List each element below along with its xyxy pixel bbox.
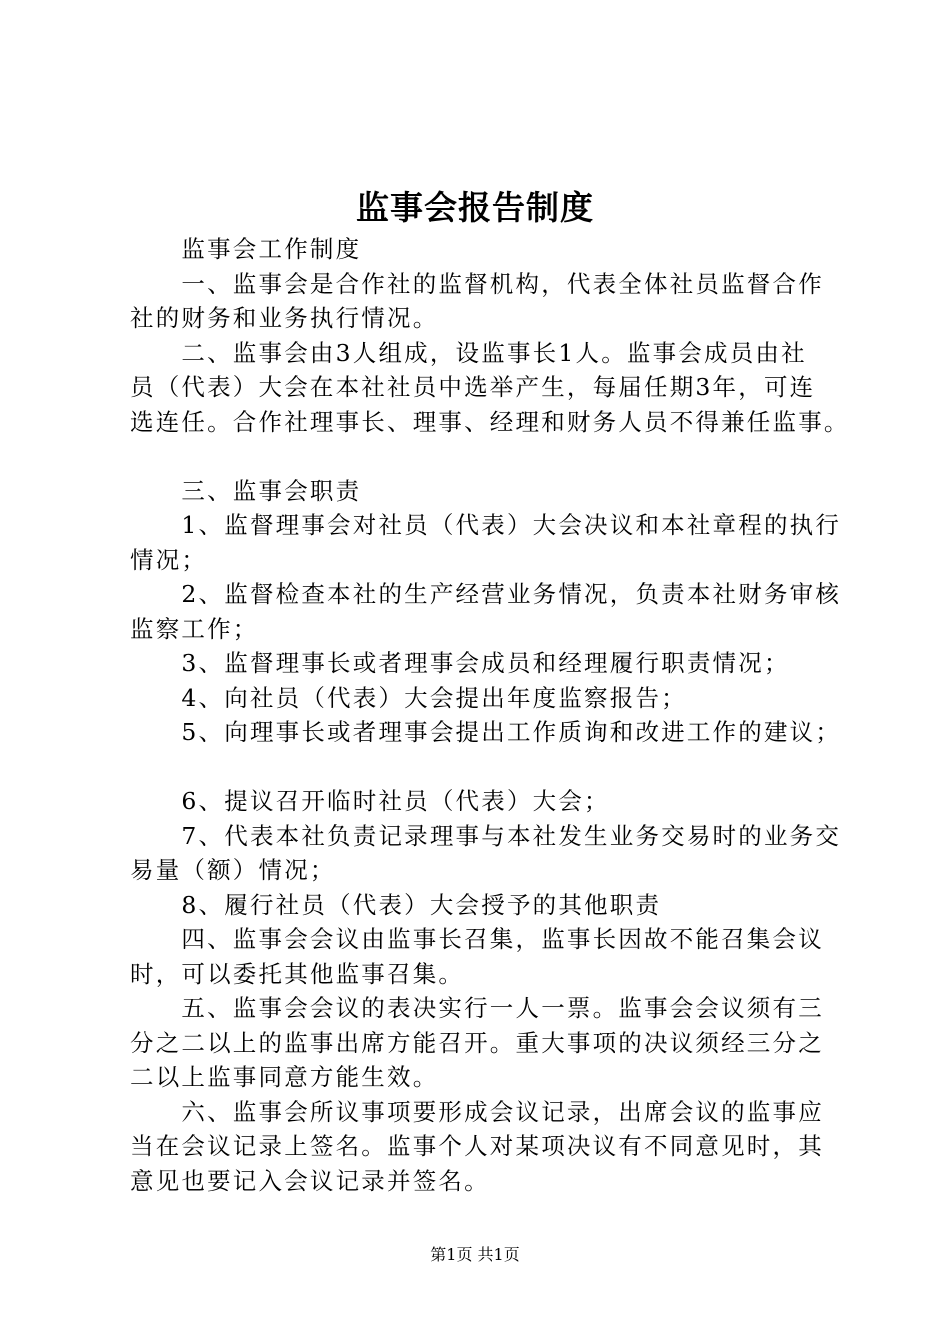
paragraph-line: 员（代表）大会在本社社员中选举产生，每届任期3年，可连 <box>130 373 816 401</box>
blank-line <box>130 439 834 474</box>
paragraph-line: 1、监督理事会对社员（代表）大会决议和本社章程的执行 <box>130 511 842 539</box>
paragraph-line: 二以上监事同意方能生效。 <box>130 1063 439 1091</box>
paragraph-line: 当在会议记录上签名。监事个人对某项决议有不同意见时，其 <box>130 1132 824 1160</box>
paragraph-line: 3、监督理事长或者理事会成员和经理履行职责情况； <box>130 649 790 677</box>
paragraph-line: 一、监事会是合作社的监督机构，代表全体社员监督合作 <box>130 269 824 298</box>
paragraph-line: 六、监事会所议事项要形成会议记录，出席会议的监事应 <box>130 1097 824 1126</box>
paragraph-line: 选连任。合作社理事长、理事、经理和财务人员不得兼任监事。 <box>130 407 850 436</box>
paragraph-line: 监察工作； <box>130 614 259 643</box>
paragraph-line: 社的财务和业务执行情况。 <box>130 304 439 332</box>
paragraph-line: 6、提议召开临时社员（代表）大会； <box>130 787 610 815</box>
paragraph-line: 情况； <box>130 545 208 574</box>
document-body <box>130 232 850 1198</box>
paragraph-line: 监事会工作制度 <box>130 235 362 263</box>
section-heading: 三、监事会职责 <box>130 476 362 505</box>
paragraph-line: 五、监事会会议的表决实行一人一票。监事会会议须有三 <box>130 994 824 1022</box>
document-title: 监事会报告制度 <box>356 188 594 227</box>
paragraph-line: 时，可以委托其他监事召集。 <box>130 959 465 988</box>
paragraph-line: 四、监事会会议由监事长召集，监事长因故不能召集会议 <box>130 925 824 953</box>
paragraph-line: 二、监事会由3人组成，设监事长1人。监事会成员由社 <box>130 338 807 367</box>
paragraph-line: 2、监督检查本社的生产经营业务情况，负责本社财务审核 <box>130 580 842 608</box>
page-footer: 第1页 共1页 <box>430 1245 520 1264</box>
paragraph-line: 8、履行社员（代表）大会授予的其他职责 <box>130 890 662 919</box>
blank-line <box>130 750 834 785</box>
paragraph-line: 7、代表本社负责记录理事与本社发生业务交易时的业务交 <box>130 821 842 850</box>
paragraph-line: 分之二以上的监事出席方能召开。重大事项的决议须经三分之 <box>130 1028 824 1057</box>
paragraph-line: 意见也要记入会议记录并签名。 <box>130 1166 490 1195</box>
paragraph-line: 4、向社员（代表）大会提出年度监察报告； <box>130 683 687 712</box>
paragraph-line: 5、向理事长或者理事会提出工作质询和改进工作的建议； <box>130 718 842 746</box>
paragraph-line: 易量（额）情况； <box>130 856 336 884</box>
